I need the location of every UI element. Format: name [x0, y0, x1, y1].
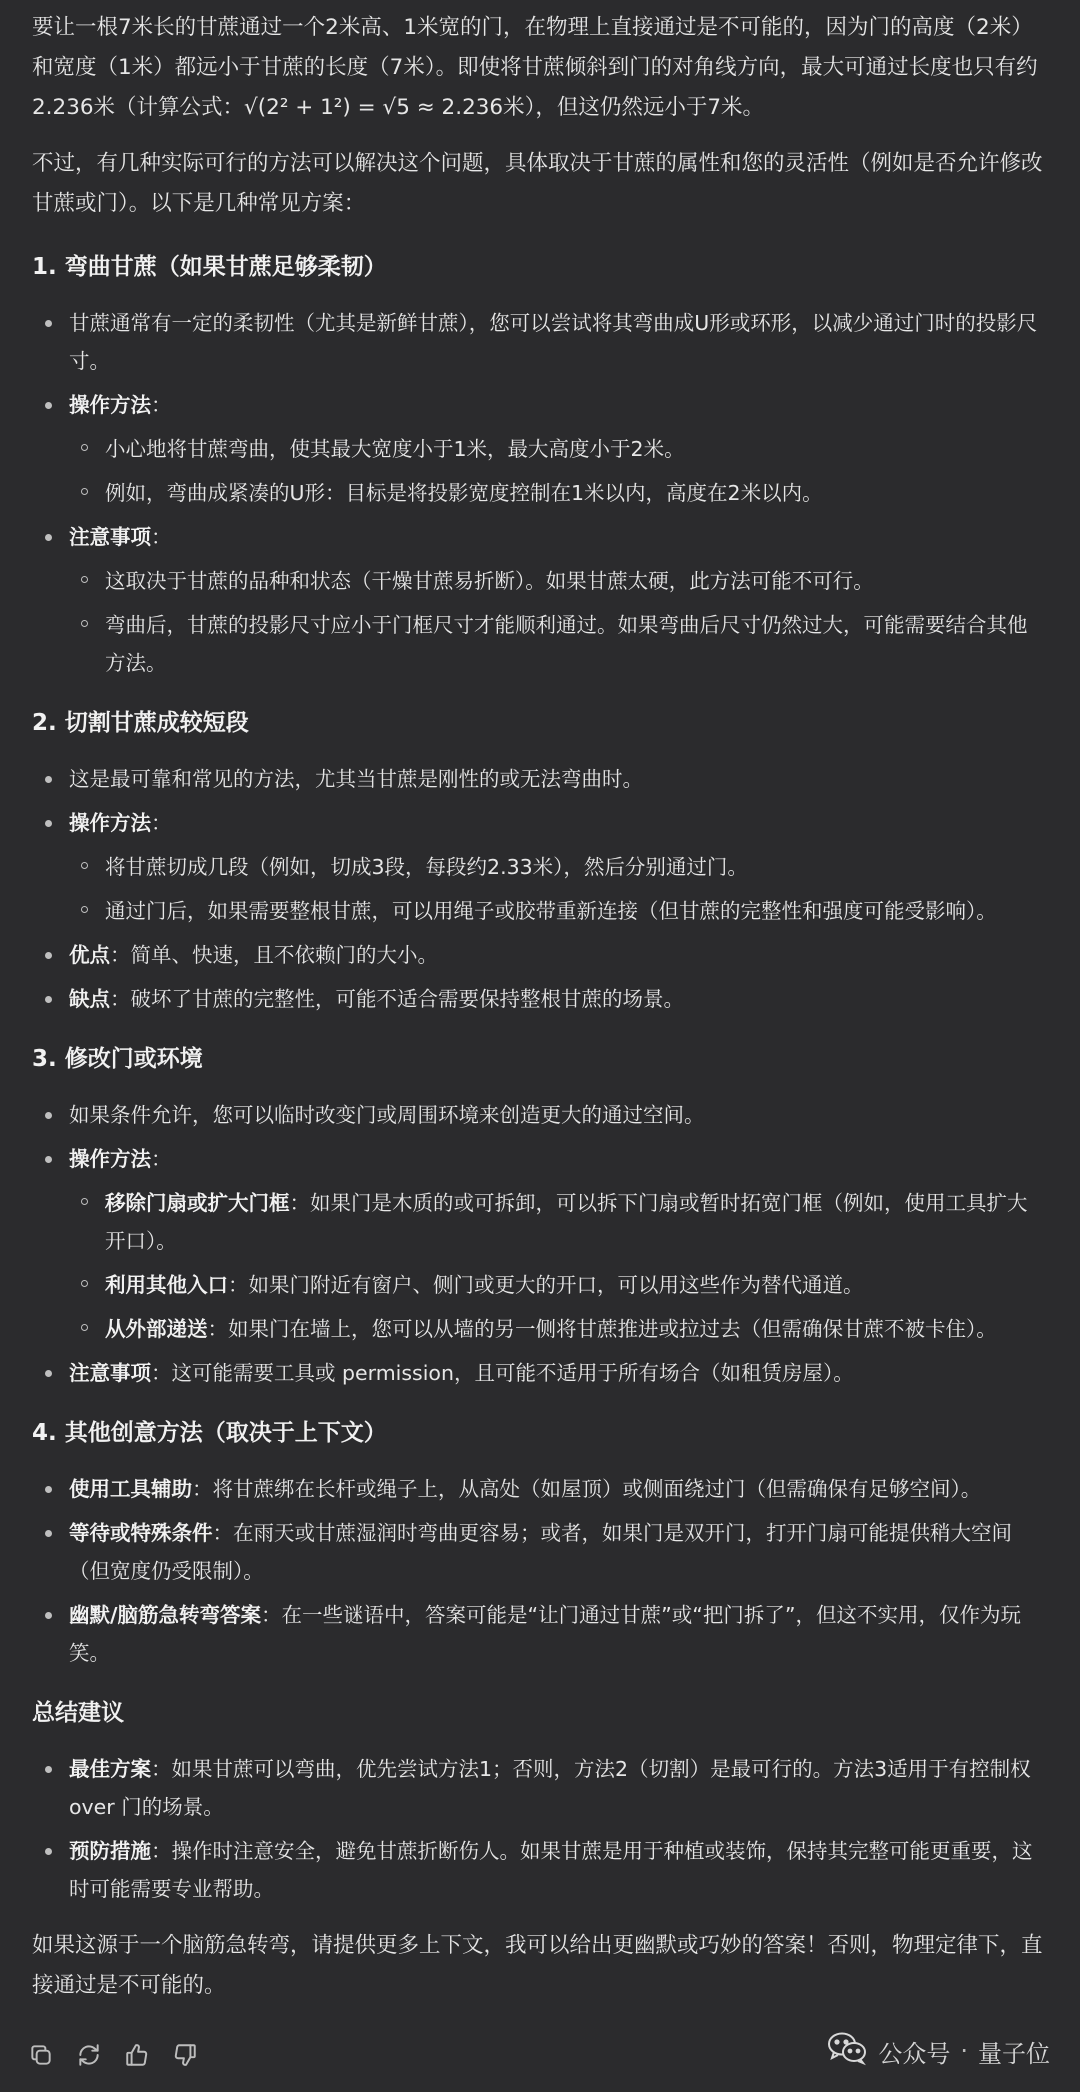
thumbs-up-icon: [124, 2042, 150, 2068]
section-2-list: [32, 760, 1046, 1018]
watermark-account: 量子位: [978, 2039, 1050, 2068]
wechat-icon: [826, 2030, 868, 2072]
closing-paragraph: 如果这源于一个脑筋急转弯，请提供更多上下文，我可以给出更幽默或巧妙的答案！否则，物理定律下，直接通过是不可能的。: [32, 1933, 1043, 1998]
list-item: 例如，弯曲成紧凑的U形：目标是将投影宽度控制在1米以内，高度在2米以内。: [69, 474, 1046, 512]
section-3-heading: 3. 修改门或环境: [32, 1046, 203, 1072]
sub-list: [69, 1184, 1046, 1348]
section-4-list: [32, 1470, 1046, 1672]
list-item: 从外部递送：如果门在墙上，您可以从墙的另一侧将甘蔗推进或拉过去（但需确保甘蔗不被卡住）。: [69, 1310, 1046, 1348]
watermark-separator: ·: [960, 2037, 968, 2065]
list-item: 弯曲后，甘蔗的投影尺寸应小于门框尺寸才能顺利通过。如果弯曲后尺寸仍然过大，可能需要结合其他方法。: [69, 606, 1046, 682]
list-item: 利用其他入口：如果门附近有窗户、侧门或更大的开口，可以用这些作为替代通道。: [69, 1266, 1046, 1304]
sub-list: [69, 430, 1046, 512]
copy-button[interactable]: [26, 2040, 56, 2070]
section-2-heading: 2. 切割甘蔗成较短段: [32, 710, 249, 736]
section-1-heading: 1. 弯曲甘蔗（如果甘蔗足够柔韧）: [32, 254, 387, 280]
message-actions: [26, 2040, 200, 2070]
list-item: 操作方法： 移除门扇或扩大门框：如果门是木质的或可拆卸，可以拆下门扇或暂时拓宽门框（例如，使用工具扩大开口）。 利用其他入口：如果门附近有窗户、侧门或更大的开口，可以用这些作为替代通道。 从外部递送：如果门在墙上，您可以从墙的另一侧将甘蔗推进或拉过去（但需确保甘蔗不被卡住）。: [32, 1140, 1046, 1348]
watermark: [826, 2030, 1050, 2072]
list-item: 通过门后，如果需要整根甘蔗，可以用绳子或胶带重新连接（但甘蔗的完整性和强度可能受影响）。: [69, 892, 1046, 930]
summary-list: [32, 1750, 1046, 1908]
list-item: 将甘蔗切成几段（例如，切成3段，每段约2.33米），然后分别通过门。: [69, 848, 1046, 886]
list-item: 注意事项：这可能需要工具或 permission，且可能不适用于所有场合（如租赁房屋）。: [32, 1354, 1046, 1392]
list-item: 小心地将甘蔗弯曲，使其最大宽度小于1米，最大高度小于2米。: [69, 430, 1046, 468]
list-item: 使用工具辅助：将甘蔗绑在长杆或绳子上，从高处（如屋顶）或侧面绕过门（但需确保有足够空间）。: [32, 1470, 1046, 1508]
copy-icon: [28, 2042, 54, 2068]
list-item: 缺点：破坏了甘蔗的完整性，可能不适合需要保持整根甘蔗的场景。: [32, 980, 1046, 1018]
options-paragraph: 不过，有几种实际可行的方法可以解决这个问题，具体取决于甘蔗的属性和您的灵活性（例如是否允许修改甘蔗或门）。以下是几种常见方案：: [32, 151, 1043, 216]
list-item: 幽默/脑筋急转弯答案：在一些谜语中，答案可能是“让门通过甘蔗”或“把门拆了”，但这不实用，仅作为玩笑。: [32, 1596, 1046, 1672]
section-1-list: [32, 304, 1046, 682]
dislike-button[interactable]: [170, 2040, 200, 2070]
list-item: 这是最可靠和常见的方法，尤其当甘蔗是刚性的或无法弯曲时。: [32, 760, 1046, 798]
section-4-heading: 4. 其他创意方法（取决于上下文）: [32, 1420, 387, 1446]
regenerate-button[interactable]: [74, 2040, 104, 2070]
section-3-list: [32, 1096, 1046, 1392]
watermark-brand: 公众号: [878, 2039, 951, 2068]
list-item: 这取决于甘蔗的品种和状态（干燥甘蔗易折断）。如果甘蔗太硬，此方法可能不可行。: [69, 562, 1046, 600]
thumbs-down-icon: [172, 2042, 198, 2068]
refresh-icon: [76, 2042, 102, 2068]
list-item: 等待或特殊条件：在雨天或甘蔗湿润时弯曲更容易；或者，如果门是双开门，打开门扇可能提供稍大空间（但宽度仍受限制）。: [32, 1514, 1046, 1590]
like-button[interactable]: [122, 2040, 152, 2070]
list-item: 操作方法： 将甘蔗切成几段（例如，切成3段，每段约2.33米），然后分别通过门。 通过门后，如果需要整根甘蔗，可以用绳子或胶带重新连接（但甘蔗的完整性和强度可能受影响）。: [32, 804, 1046, 930]
list-item: 如果条件允许，您可以临时改变门或周围环境来创造更大的通过空间。: [32, 1096, 1046, 1134]
list-item: 预防措施：操作时注意安全，避免甘蔗折断伤人。如果甘蔗是用于种植或装饰，保持其完整可能更重要，这时可能需要专业帮助。: [32, 1832, 1046, 1908]
list-item: 最佳方案：如果甘蔗可以弯曲，优先尝试方法1；否则，方法2（切割）是最可行的。方法3适用于有控制权 over 门的场景。: [32, 1750, 1046, 1826]
list-item: 注意事项： 这取决于甘蔗的品种和状态（干燥甘蔗易折断）。如果甘蔗太硬，此方法可能不可行。 弯曲后，甘蔗的投影尺寸应小于门框尺寸才能顺利通过。如果弯曲后尺寸仍然过大，可能需要结合其他方法。: [32, 518, 1046, 682]
list-item: 优点：简单、快速，且不依赖门的大小。: [32, 936, 1046, 974]
intro-paragraph: 要让一根7米长的甘蔗通过一个2米高、1米宽的门，在物理上直接通过是不可能的，因为门的高度（2米）和宽度（1米）都远小于甘蔗的长度（7米）。即使将甘蔗倾斜到门的对角线方向，最大可通过长度也只有约2.236米（计算公式：√(2² + 1²) = √5 ≈ 2.236米），但这仍然远小于7米。: [32, 15, 1038, 120]
list-item: 操作方法： 小心地将甘蔗弯曲，使其最大宽度小于1米，最大高度小于2米。 例如，弯曲成紧凑的U形：目标是将投影宽度控制在1米以内，高度在2米以内。: [32, 386, 1046, 512]
list-item: 移除门扇或扩大门框：如果门是木质的或可拆卸，可以拆下门扇或暂时拓宽门框（例如，使用工具扩大开口）。: [69, 1184, 1046, 1260]
sub-list: [69, 562, 1046, 682]
list-item: 甘蔗通常有一定的柔韧性（尤其是新鲜甘蔗），您可以尝试将其弯曲成U形或环形，以减少通过门时的投影尺寸。: [32, 304, 1046, 380]
summary-heading: 总结建议: [32, 1700, 124, 1726]
sub-list: [69, 848, 1046, 930]
